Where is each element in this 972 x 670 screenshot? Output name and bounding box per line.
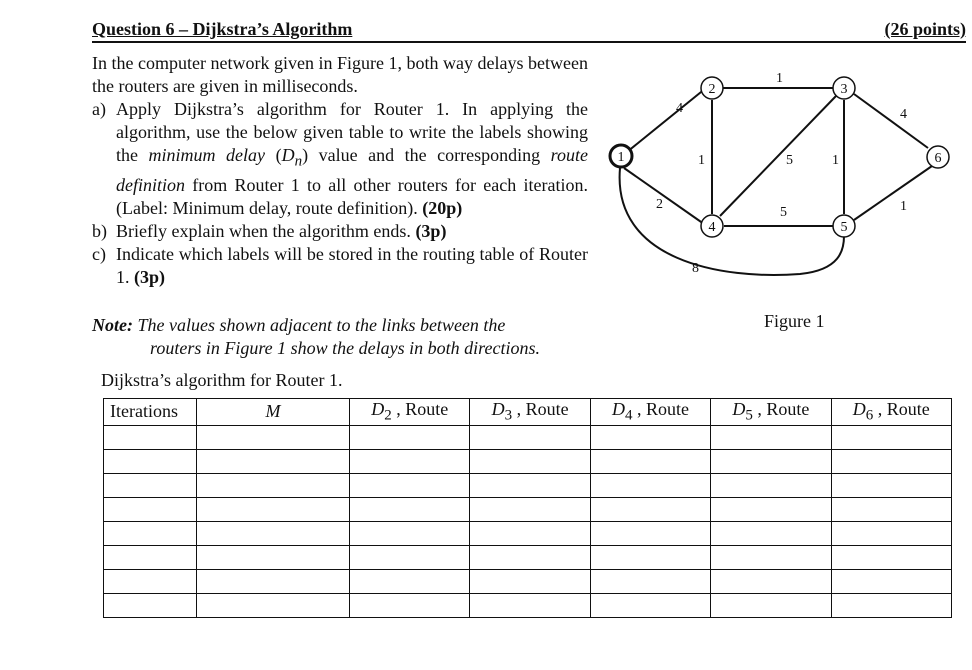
edge-label: 4 (676, 101, 683, 116)
question-points: (26 points) (884, 19, 966, 39)
edge-label: 4 (900, 107, 907, 122)
table-body (104, 425, 952, 617)
table-row (104, 593, 952, 617)
table-row (104, 497, 952, 521)
header-d6: $D_6$ , Route (831, 399, 951, 426)
figure-caption: Figure 1 (764, 311, 825, 331)
note-lead: Note: (92, 315, 133, 335)
table-cell[interactable] (711, 545, 831, 569)
table-cell[interactable] (104, 521, 197, 545)
table-cell[interactable] (470, 473, 590, 497)
table-cell[interactable] (197, 545, 350, 569)
node-label: 3 (840, 82, 848, 97)
node-label: 4 (708, 220, 716, 235)
header-m: M (197, 399, 350, 426)
table-cell[interactable] (831, 545, 951, 569)
table-cell[interactable] (470, 593, 590, 617)
question-header (92, 19, 966, 43)
table-cell[interactable] (711, 473, 831, 497)
question-body (92, 52, 588, 289)
table-cell[interactable] (590, 593, 710, 617)
table-cell[interactable] (104, 425, 197, 449)
edge-label: 1 (832, 153, 839, 168)
table-cell[interactable] (104, 449, 197, 473)
table-row (104, 449, 952, 473)
edge-1-2 (622, 88, 706, 156)
header-d3: $D_3$ , Route (470, 399, 590, 426)
table-cell[interactable] (711, 569, 831, 593)
table-cell[interactable] (197, 425, 350, 449)
edge-label: 5 (786, 153, 793, 168)
table-cell[interactable] (831, 521, 951, 545)
node-label: 5 (840, 220, 848, 235)
table-cell[interactable] (470, 449, 590, 473)
table-cell[interactable] (104, 473, 197, 497)
table-cell[interactable] (350, 521, 470, 545)
table-cell[interactable] (711, 593, 831, 617)
table-cell[interactable] (590, 569, 710, 593)
table-cell[interactable] (350, 425, 470, 449)
question-title: Question 6 – Dijkstra’s Algorithm (92, 19, 353, 39)
edge-3-4 (720, 96, 836, 216)
node-label: 2 (708, 82, 716, 97)
table-cell[interactable] (350, 545, 470, 569)
table-cell[interactable] (197, 569, 350, 593)
table-cell[interactable] (104, 569, 197, 593)
table-cell[interactable] (470, 545, 590, 569)
table-cell[interactable] (104, 593, 197, 617)
edge-3-6 (854, 94, 928, 148)
table-header-row (104, 399, 952, 426)
table-cell[interactable] (711, 497, 831, 521)
table-cell[interactable] (590, 473, 710, 497)
table-cell[interactable] (470, 497, 590, 521)
edge-label: 8 (692, 261, 699, 276)
header-d2: $D_2$ , Route (350, 399, 470, 426)
table-cell[interactable] (470, 569, 590, 593)
table-row (104, 473, 952, 497)
table-cell[interactable] (470, 425, 590, 449)
table-cell[interactable] (711, 425, 831, 449)
table-cell[interactable] (350, 569, 470, 593)
header-iterations: Iterations (104, 399, 197, 426)
table-cell[interactable] (350, 593, 470, 617)
edge-1-5 (620, 168, 844, 275)
table-cell[interactable] (590, 425, 710, 449)
table-cell[interactable] (711, 521, 831, 545)
table-cell[interactable] (197, 521, 350, 545)
table-cell[interactable] (590, 497, 710, 521)
table-row (104, 545, 952, 569)
edge-label: 5 (780, 205, 787, 220)
table-cell[interactable] (197, 473, 350, 497)
note-line2: routers in Figure 1 show the delays in both directions. (150, 338, 540, 358)
header-d4: $D_4$ , Route (590, 399, 710, 426)
table-cell[interactable] (350, 473, 470, 497)
edge-label: 1 (698, 153, 705, 168)
dijkstra-table (103, 398, 952, 618)
part-c: c) Indicate which labels will be stored in the routing table of Router 1. (3p) (92, 243, 588, 287)
part-b: b) Briefly explain when the algorithm ends. (3p) (92, 220, 447, 241)
edge-1-4 (624, 168, 704, 224)
table-cell[interactable] (831, 497, 951, 521)
table-cell[interactable] (590, 449, 710, 473)
table-cell[interactable] (831, 569, 951, 593)
edge-6-5 (854, 166, 932, 220)
table-cell[interactable] (831, 473, 951, 497)
table-cell[interactable] (590, 545, 710, 569)
note (92, 314, 588, 360)
table-cell[interactable] (197, 497, 350, 521)
edge-label: 1 (776, 71, 783, 86)
table-cell[interactable] (197, 449, 350, 473)
table-row (104, 569, 952, 593)
question-parts (92, 98, 588, 289)
network-graph (600, 60, 970, 290)
edge-label: 2 (656, 197, 663, 212)
table-cell[interactable] (350, 449, 470, 473)
table-cell[interactable] (197, 593, 350, 617)
node-label: 1 (617, 150, 625, 165)
edge-label: 1 (900, 199, 907, 214)
table-cell[interactable] (104, 545, 197, 569)
table-cell[interactable] (831, 449, 951, 473)
part-a: a) Apply Dijkstra’s algorithm for Router 1. In applying the algorithm, use the below given table to write the labels showing the minimum delay $(D_n)$ value and the corresponding route definition from Router 1 to all other routers for each iteration. (Label: Minimum delay, route definition). (20p) (92, 99, 588, 218)
table-caption: Dijkstra’s algorithm for Router 1. (101, 370, 343, 390)
table-cell[interactable] (350, 497, 470, 521)
table-cell[interactable] (711, 449, 831, 473)
intro-text: In the computer network given in Figure 1, both way delays between the routers are given in milliseconds. (92, 53, 588, 96)
table-cell[interactable] (104, 497, 197, 521)
table-cell[interactable] (831, 593, 951, 617)
table-row (104, 425, 952, 449)
node-label: 6 (934, 151, 942, 166)
table-row (104, 521, 952, 545)
note-line1: The values shown adjacent to the links between the (137, 315, 506, 335)
table-cell[interactable] (470, 521, 590, 545)
table-cell[interactable] (590, 521, 710, 545)
header-d5: $D_5$ , Route (711, 399, 831, 426)
table-cell[interactable] (831, 425, 951, 449)
